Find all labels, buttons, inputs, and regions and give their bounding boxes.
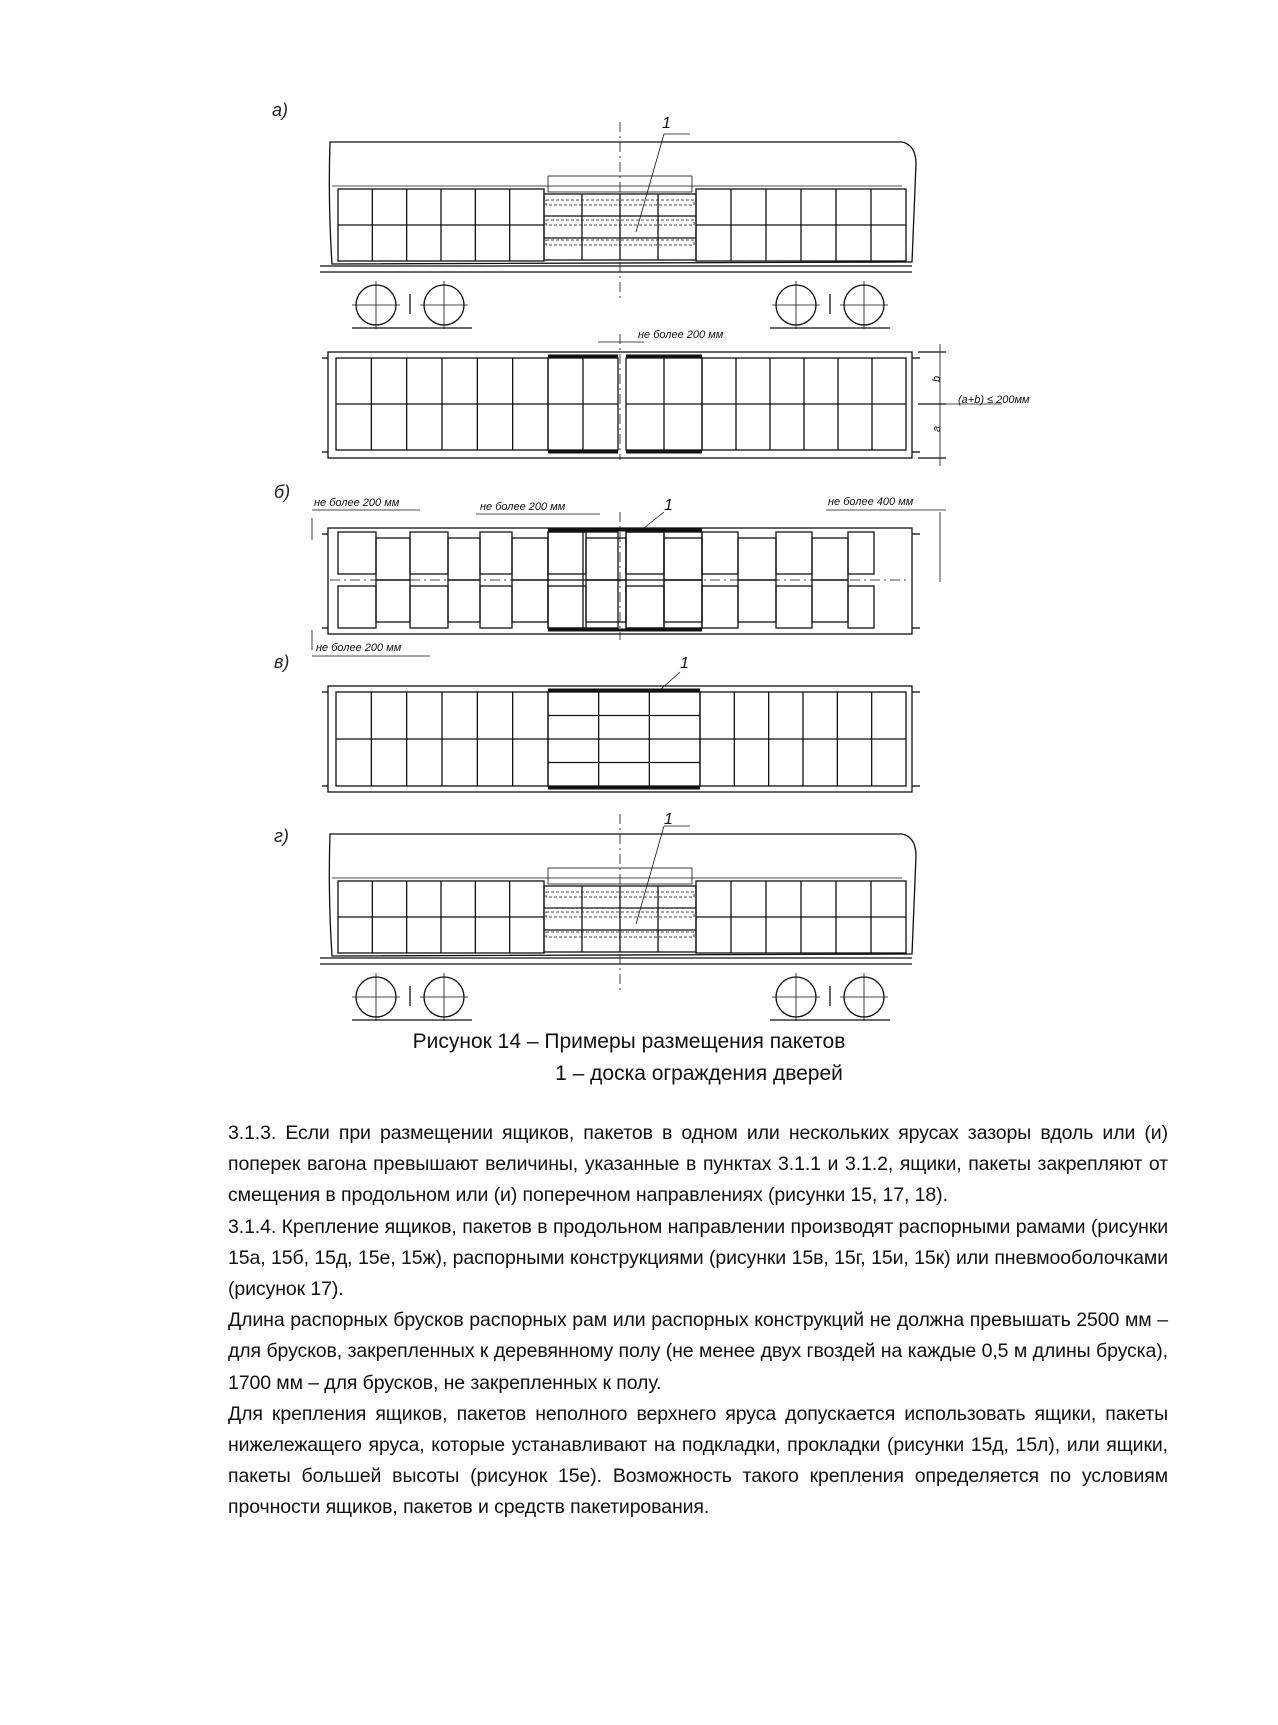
panel-g-side-leader	[636, 826, 664, 924]
dim-label-gap-top: не более 200 мм	[638, 329, 724, 341]
panel-b-plan-box-bottom	[410, 586, 448, 628]
dim-label-right-400: не более 400 мм	[828, 496, 914, 508]
paragraph-3-1-4: 3.1.4. Крепление ящиков, пакетов в продольном направлении производят распорными рамами (рисунки 15а, 15б, 15д, 15е, 15ж), распорными конструкциями (рисунки 15в, 15г, 15и, 15к) или пневмооболочками (рисунок 17).	[228, 1215, 1168, 1301]
panel-b-plan-box-top	[812, 538, 848, 580]
panel-a-side-leader	[636, 134, 664, 232]
dim-label-b: b	[931, 375, 943, 382]
figure-caption-legend: 1 – доска ограждения дверей	[555, 1062, 843, 1085]
panel-b-leader	[644, 512, 664, 528]
panel-b-plan-box-bottom	[626, 586, 664, 628]
panel-b-plan-box-bottom	[448, 580, 480, 622]
panel-b-plan-box-top	[626, 532, 664, 574]
dim-label-sum: (a+b) ≤ 200мм	[958, 394, 1030, 406]
panel-b-plan-box-top	[738, 538, 776, 580]
panel-b-plan-box-top	[480, 532, 512, 574]
panel-v-leader	[660, 672, 680, 690]
panel-label-b: б)	[274, 482, 291, 502]
panel-b-plan-box-top	[410, 532, 448, 574]
panel-b-plan-box-bottom	[664, 580, 702, 622]
panel-b-plan-box-bottom	[812, 580, 848, 622]
panel-label-g: г)	[274, 826, 289, 846]
panel-g-side-body	[329, 834, 916, 956]
panel-b-plan-box-bottom	[738, 580, 776, 622]
callout-1-b: 1	[664, 497, 673, 514]
panel-b-plan-box-top	[776, 532, 812, 574]
panel-b-plan-box-bottom	[548, 586, 586, 628]
panel-label-a: а)	[272, 100, 289, 120]
paragraph-upper-tier: Для крепления ящиков, пакетов неполного верхнего яруса допускается использовать ящики, пакеты нижележащего яруса, которые устанавливают на подкладки, прокладки (рисунки 15д, 15л), или ящики, пакеты большей высоты (рисунок 15е). Возможность такого крепления определяется по условиям прочности ящиков, пакетов и средств пакетирования.	[228, 1402, 1168, 1519]
callout-1-g: 1	[664, 811, 673, 828]
dim-label-center: не более 200 мм	[480, 501, 566, 513]
panel-b-plan-box-top	[448, 538, 480, 580]
panel-b-plan-box-top	[376, 538, 410, 580]
panel-b-plan-box-top	[702, 532, 738, 574]
panel-b-plan-box-bottom	[702, 586, 738, 628]
panel-label-v: в)	[274, 652, 290, 672]
panel-b-plan-box-bottom	[776, 586, 812, 628]
dim-label-a: a	[931, 425, 943, 432]
panel-b-plan-box-top	[848, 532, 874, 574]
paragraph-bar-length: Длина распорных брусков распорных рам или распорных конструкций не должна превышать 2500 мм – для брусков, закрепленных к деревянному полу (не менее двух гвоздей на каждые 0,5 м длины бруска), 1700 мм – для брусков, не закрепленных к полу.	[228, 1309, 1168, 1394]
panel-b-plan-box-bottom	[848, 586, 874, 628]
panel-b-plan-box-top	[664, 538, 702, 580]
panel-b-plan-box-top	[548, 532, 586, 574]
callout-1-a: 1	[662, 115, 671, 132]
panel-b-plan-box-bottom	[376, 580, 410, 622]
panel-a-side-body	[329, 142, 916, 264]
figure-caption-title: Рисунок 14 – Примеры размещения пакетов	[412, 1030, 846, 1053]
panel-b-plan-box-bottom	[480, 586, 512, 628]
dim-label-side-bottom: не более 200 мм	[316, 642, 402, 654]
panel-b-plan-box-top	[512, 538, 548, 580]
dim-label-side-top: не более 200 мм	[314, 497, 400, 509]
panel-b-plan-box-bottom	[338, 586, 376, 628]
body-text	[228, 1118, 1168, 1524]
callout-1-v: 1	[680, 655, 689, 672]
paragraph-3-1-3: 3.1.3. Если при размещении ящиков, пакетов в одном или нескольких ярусах зазоры вдоль или (и) поперек вагона превышают величины, указанные в пунктах 3.1.1 и 3.1.2, ящики, пакеты закрепляют от смещения в продольном или (и) поперечном направлениях (рисунки 15, 17, 18).	[228, 1122, 1168, 1207]
panel-b-plan-box-top	[338, 532, 376, 574]
panel-b-plan-box-bottom	[512, 580, 548, 622]
